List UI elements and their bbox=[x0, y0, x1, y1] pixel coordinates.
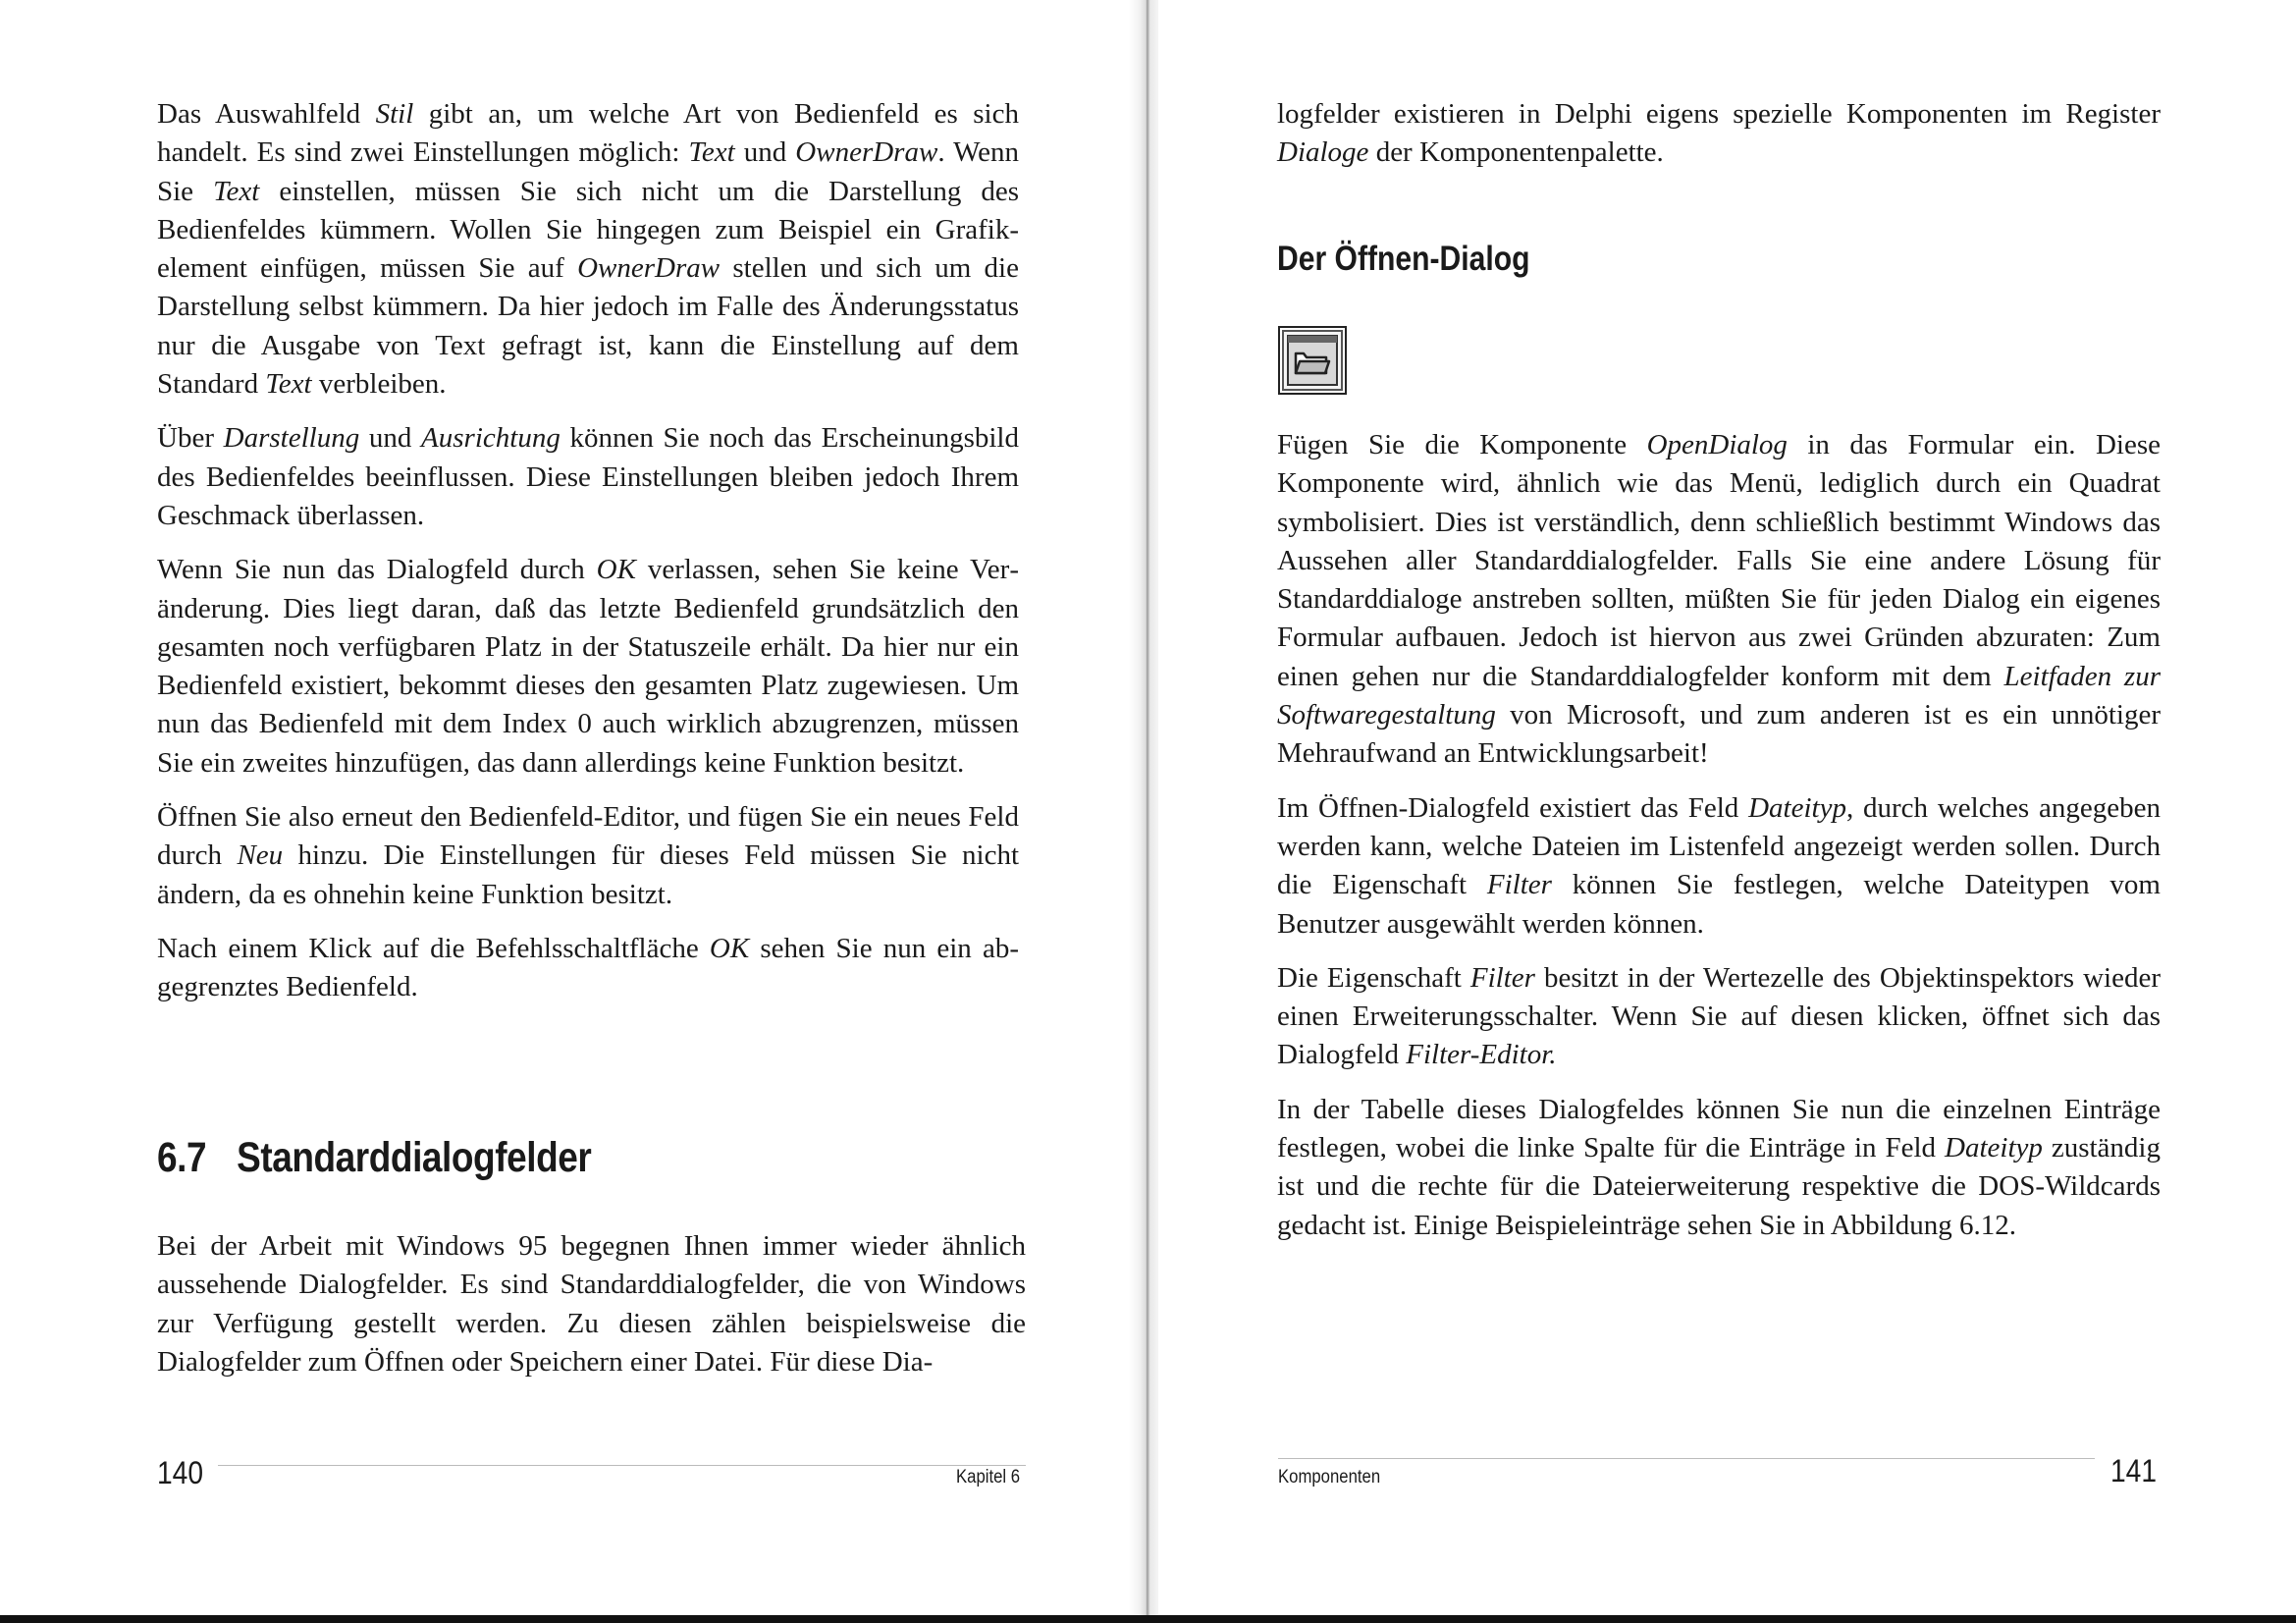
emphasized-term: Text bbox=[265, 368, 312, 401]
text-run: der Komponentenpalette. bbox=[1368, 136, 1664, 169]
footer-rule-right bbox=[1278, 1458, 2095, 1459]
emphasized-term: Stil bbox=[375, 98, 414, 130]
text-run: Das Auswahlfeld bbox=[157, 98, 376, 130]
text-run: , durch welches angegeben werden kann, welche Dateien im Listenfeld angezeigt werden sollen. Durch die Eigenschaft bbox=[1277, 791, 2161, 901]
paragraph bbox=[157, 551, 1019, 783]
emphasized-term: Neu bbox=[237, 839, 284, 872]
emphasized-term: OwnerDraw bbox=[795, 136, 938, 169]
emphasized-term: Text bbox=[688, 136, 735, 169]
emphasized-term: Ausrichtung bbox=[421, 422, 561, 455]
left-page-body bbox=[157, 95, 1019, 1023]
text-run: Im Öffnen-Dialogfeld existiert das Feld bbox=[1277, 791, 1749, 824]
section-title: Standarddialogfelder bbox=[237, 1134, 592, 1181]
text-run: verlassen, sehen Sie keine Veränderung. Dies liegt daran, daß das letzte Bedienfeld grundsätzlich den gesamten noch verfügbaren Platz in der Statuszeile erhält. Da hier nur ein Bedienfeld existiert, bekommt dieses den gesamten Platz zugewiesen. Um nun das Bedienfeld mit dem Index 0 auch wirklich abzugrenzen, müssen Sie ein zweites hinzufügen, das dann allerdings keine Funktion besitzt. bbox=[157, 554, 1019, 779]
text-run: gibt an, um welche Art von Bedienfeld es sich handelt. Es sind zwei Einstellungen möglich: bbox=[157, 98, 1019, 169]
footer-rule-left bbox=[218, 1465, 1026, 1466]
text-run: Wenn Sie nun das Dialogfeld durch bbox=[157, 554, 597, 586]
emphasized-term: Filter bbox=[1469, 961, 1535, 994]
paragraph bbox=[157, 798, 1019, 914]
emphasized-term: OwnerDraw bbox=[577, 252, 721, 285]
text-run: Über bbox=[157, 422, 224, 455]
paragraph bbox=[157, 419, 1019, 535]
subsection-heading: Der Öffnen-Dialog bbox=[1277, 240, 1530, 278]
emphasized-term: Text bbox=[213, 175, 260, 207]
text-run: zuständig ist und die rechte für die Dateierweiterung respektive die DOS-Wildcards gedacht ist. Einige Beispieleinträge sehen Sie in Abbildung 6.12. bbox=[1277, 1132, 2161, 1241]
text-run: besitzt in der Wertezelle des Objektinspektors wieder einen Erweiterungsschalter. Wenn Sie auf diesen klicken, öffnet sich das Dialogfeld bbox=[1277, 961, 2161, 1071]
paragraph bbox=[1277, 789, 2161, 944]
emphasized-term: Filter bbox=[1486, 869, 1552, 901]
emphasized-term: OK bbox=[709, 932, 750, 964]
paragraph bbox=[1277, 426, 2161, 774]
emphasized-term: Dateityp bbox=[1748, 791, 1846, 824]
text-run: sehen Sie nun ein abgegrenztes Bedienfeld. bbox=[157, 932, 1019, 1003]
paragraph bbox=[157, 1227, 1026, 1381]
emphasized-term: Dialoge bbox=[1277, 136, 1369, 169]
text-run: . Wenn Sie bbox=[157, 136, 1019, 207]
text-run: von Microsoft, und zum anderen ist es ein unnötiger Mehraufwand an Entwicklungsarbeit! bbox=[1277, 699, 2161, 770]
open-dialog-component-icon bbox=[1278, 326, 1347, 395]
text-run: Nach einem Klick auf die Befehlsschaltfläche bbox=[157, 932, 710, 964]
text-run: logfelder existieren in Delphi eigens spezielle Komponenten im Register bbox=[1277, 98, 2161, 130]
section-intro-text bbox=[157, 1227, 1026, 1397]
emphasized-term: OpenDialog bbox=[1646, 429, 1788, 460]
section-number: 6.7 bbox=[157, 1134, 207, 1181]
paragraph bbox=[157, 930, 1019, 1007]
running-footer-right: Komponenten bbox=[1278, 1467, 1381, 1488]
paragraph bbox=[1277, 95, 2161, 173]
emphasized-term: OK bbox=[596, 554, 636, 586]
text-run: Die Eigenschaft bbox=[1277, 961, 1470, 994]
right-page-body bbox=[1277, 426, 2161, 1261]
emphasized-term: Filter-Editor. bbox=[1406, 1039, 1557, 1071]
running-footer-left: Kapitel 6 bbox=[956, 1467, 1021, 1488]
text-run: stellen und sich um die Darstellung selbst kümmern. Da hier jedoch im Falle des Änderungsstatus nur die Ausgabe von Text gefragt ist, kann die Einstellung auf dem Standard bbox=[157, 252, 1019, 401]
text-run: hinzu. Die Einstellungen für dieses Feld müssen Sie nicht ändern, da es ohnehin keine Funktion besitzt. bbox=[157, 839, 1020, 910]
emphasized-term: Leitfaden zur Softwaregestaltung bbox=[1277, 660, 2161, 731]
text-run: einstellen, müssen Sie sich nicht um die Darstellung des Bedienfeldes kümmern. Wollen Sie hingegen zum Beispiel ein Grafikelement einfügen, müssen Sie auf bbox=[157, 175, 1019, 285]
text-run: Bei der Arbeit mit Windows 95 begegnen Ihnen immer wieder ähnlich aussehende Dialogfelder. Es sind Standarddialogfelder, die von Windows zur Verfügung gestellt werden. Zu diesen zählen beispielsweise die Dialogfelder zum Öffnen oder Speichern einer Datei. Für diese Dia- bbox=[157, 1230, 1026, 1378]
emphasized-term: Dateityp bbox=[1945, 1132, 2043, 1164]
paragraph bbox=[1277, 1091, 2161, 1245]
text-run: und bbox=[359, 422, 422, 455]
paragraph bbox=[157, 95, 1019, 404]
page-number-left: 140 bbox=[157, 1455, 203, 1490]
emphasized-term: Darstellung bbox=[223, 422, 360, 455]
right-page-continuation bbox=[1277, 95, 2161, 189]
text-run: Öffnen Sie also erneut den Bedienfeld-Editor, und fügen Sie ein neues Feld durch bbox=[157, 801, 1019, 872]
text-run: können Sie festlegen, welche Dateitypen vom Benutzer ausgewählt werden können. bbox=[1277, 869, 2161, 940]
scan-bottom-edge bbox=[0, 1615, 2296, 1623]
paragraph bbox=[1277, 959, 2161, 1075]
text-run: In der Tabelle dieses Dialogfeldes können Sie nun die einzelnen Einträge festlegen, wobei die linke Spalte für die Einträge in Feld bbox=[1277, 1093, 2161, 1164]
text-run: verbleiben. bbox=[311, 368, 447, 401]
section-heading bbox=[157, 1134, 591, 1182]
left-page bbox=[0, 0, 1142, 1615]
text-run: Fügen Sie die Komponente bbox=[1277, 429, 1647, 460]
page-number-right: 141 bbox=[2110, 1453, 2157, 1488]
text-run: können Sie noch das Erscheinungsbild des Bedienfeldes beeinflussen. Diese Einstellungen bleiben jedoch Ihrem Geschmack überlassen. bbox=[157, 422, 1019, 531]
text-run: und bbox=[734, 136, 796, 169]
text-run: in das Formular ein. Diese Komponente wird, ähnlich wie das Menü, lediglich durch ein Quadrat symbolisiert. Dies ist verständlich, denn schließlich bestimmt Windows das Aussehen aller Standarddialogfelder. Falls Sie eine andere Lösung für Standarddialoge anstreben sollten, müßten Sie für jeden Dialog ein eigenes Formular aufbauen. Jedoch ist hiervon aus zwei Gründen abzuraten: Zum einen gehen nur die Standarddialogfelder konform mit dem bbox=[1277, 429, 2161, 692]
